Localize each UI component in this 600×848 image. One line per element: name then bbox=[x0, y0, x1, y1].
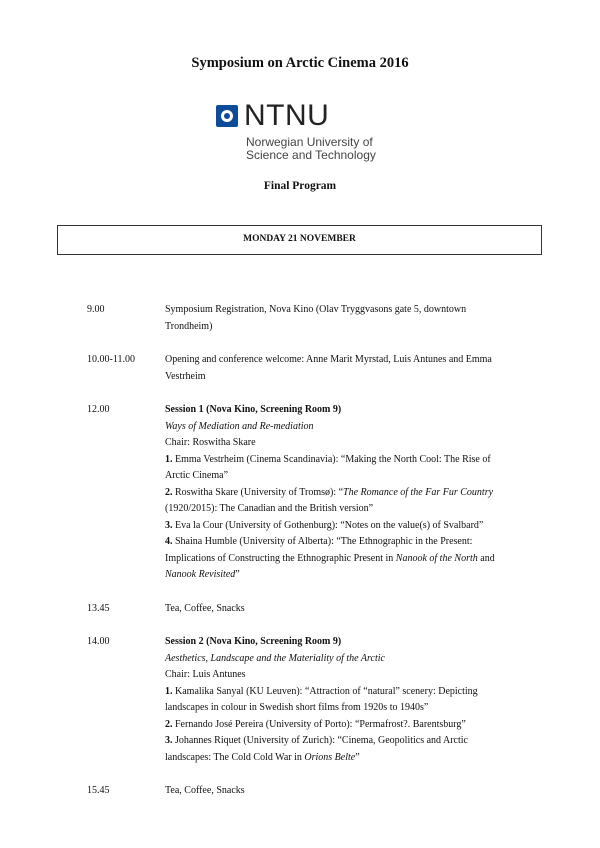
film-title: Nanook of the North bbox=[395, 552, 478, 564]
session-entry bbox=[165, 634, 507, 766]
schedule-time: 12.00 bbox=[87, 404, 110, 415]
session-theme: Aesthetics, Landscape and the Materiality of the Arctic bbox=[165, 652, 385, 664]
schedule-row bbox=[87, 352, 507, 385]
session-title: Session 2 (Nova Kino, Screening Room 9) bbox=[165, 636, 342, 647]
schedule-entry bbox=[165, 352, 507, 385]
talk-line: landscapes in colour in Swedish short films from 1920s to 1940s” bbox=[165, 702, 429, 713]
program-heading: Final Program bbox=[263, 180, 337, 192]
talk-line bbox=[165, 684, 507, 701]
entry-text-line: Opening and conference welcome: Anne Marit Myrstad, Luis Antunes and Emma bbox=[165, 354, 492, 365]
entry-text-line: Tea, Coffee, Snacks bbox=[165, 602, 245, 614]
talk-text: Shaina Humble (University of Alberta): “The Ethnographic in the Present: bbox=[172, 536, 473, 547]
talk-line bbox=[165, 750, 507, 767]
entry-text-line: Trondheim) bbox=[165, 320, 213, 332]
document-title: Symposium on Arctic Cinema 2016 bbox=[191, 55, 409, 71]
talk-text: Johannes Riquet (University of Zurich): “Cinema, Geopolitics and Arctic bbox=[172, 735, 468, 746]
schedule-row bbox=[87, 783, 507, 800]
schedule-entry bbox=[165, 302, 507, 335]
session-chair: Chair: Luis Antunes bbox=[165, 669, 246, 680]
film-title: Nanook Revisited bbox=[165, 569, 236, 580]
schedule-time: 15.45 bbox=[87, 785, 110, 796]
ntnu-logo-icon bbox=[216, 105, 238, 127]
session-entry bbox=[165, 402, 507, 584]
schedule-time: 13.45 bbox=[87, 602, 110, 614]
session-title: Session 1 (Nova Kino, Screening Room 9) bbox=[165, 404, 342, 415]
talk-number: 4. bbox=[165, 536, 173, 547]
talk-text: landscapes: The Cold Cold War in bbox=[165, 751, 305, 763]
schedule-time: 14.00 bbox=[87, 636, 110, 647]
schedule-row bbox=[87, 634, 507, 766]
talk-text: and bbox=[477, 552, 495, 564]
schedule-time: 9.00 bbox=[87, 304, 105, 315]
schedule-row bbox=[87, 402, 507, 584]
talk-number: 2. bbox=[165, 718, 173, 730]
talk-text: Kamalika Sanyal (KU Leuven): “Attraction of “natural” scenery: Depicting bbox=[172, 685, 478, 697]
talk-line: Arctic Cinema” bbox=[165, 470, 229, 481]
talk-number: 3. bbox=[165, 519, 173, 531]
talk-line bbox=[165, 518, 507, 535]
logo-subtitle-line-1: Norwegian University of bbox=[246, 135, 373, 149]
film-title: The Romance of the Far Fur Country bbox=[343, 486, 494, 498]
schedule-row bbox=[87, 302, 507, 335]
schedule-entry bbox=[165, 601, 507, 618]
entry-text-line: Vestrheim bbox=[165, 370, 206, 382]
session-chair: Chair: Roswitha Skare bbox=[165, 437, 256, 448]
talk-number: 1. bbox=[165, 685, 173, 697]
talk-text: Implications of Constructing the Ethnographic Present in bbox=[165, 552, 396, 564]
talk-line bbox=[165, 485, 507, 502]
schedule bbox=[87, 302, 507, 817]
talk-line bbox=[165, 567, 507, 584]
talk-line: (1920/2015): The Canadian and the British version” bbox=[165, 503, 374, 514]
day-label: MONDAY 21 NOVEMBER bbox=[243, 234, 356, 244]
schedule-time: 10.00-11.00 bbox=[87, 354, 135, 365]
talk-number: 2. bbox=[165, 486, 173, 498]
talk-text: Roswitha Skare (University of Tromsø): “ bbox=[172, 486, 344, 498]
talk-line bbox=[165, 717, 507, 734]
logo-wordmark: NTNU bbox=[244, 99, 330, 132]
talk-number: 1. bbox=[165, 453, 173, 465]
film-title: Orions Belte bbox=[304, 751, 356, 763]
ntnu-logo bbox=[216, 99, 396, 166]
logo-subtitle bbox=[246, 136, 376, 162]
talk-line bbox=[165, 733, 507, 750]
talk-text: ” bbox=[355, 751, 360, 763]
entry-text-line: Tea, Coffee, Snacks bbox=[165, 785, 245, 796]
talk-text: ” bbox=[235, 569, 240, 580]
session-theme: Ways of Mediation and Re-mediation bbox=[165, 420, 314, 432]
schedule-entry bbox=[165, 783, 507, 800]
talk-number: 3. bbox=[165, 735, 173, 746]
talk-line bbox=[165, 551, 507, 568]
talk-text: Fernando José Pereira (University of Porto): “Permafrost?. Barentsburg” bbox=[172, 718, 466, 730]
talk-text: Eva la Cour (University of Gothenburg): “Notes on the value(s) of Svalbard” bbox=[172, 519, 484, 531]
talk-line bbox=[165, 452, 507, 469]
entry-text-line: Symposium Registration, Nova Kino (Olav Tryggvasons gate 5, downtown bbox=[165, 304, 467, 315]
logo-subtitle-line-2: Science and Technology bbox=[246, 148, 376, 162]
talk-line bbox=[165, 534, 507, 551]
schedule-row bbox=[87, 601, 507, 618]
talk-text: Emma Vestrheim (Cinema Scandinavia): “Making the North Cool: The Rise of bbox=[172, 453, 491, 465]
day-header-box bbox=[57, 225, 542, 255]
